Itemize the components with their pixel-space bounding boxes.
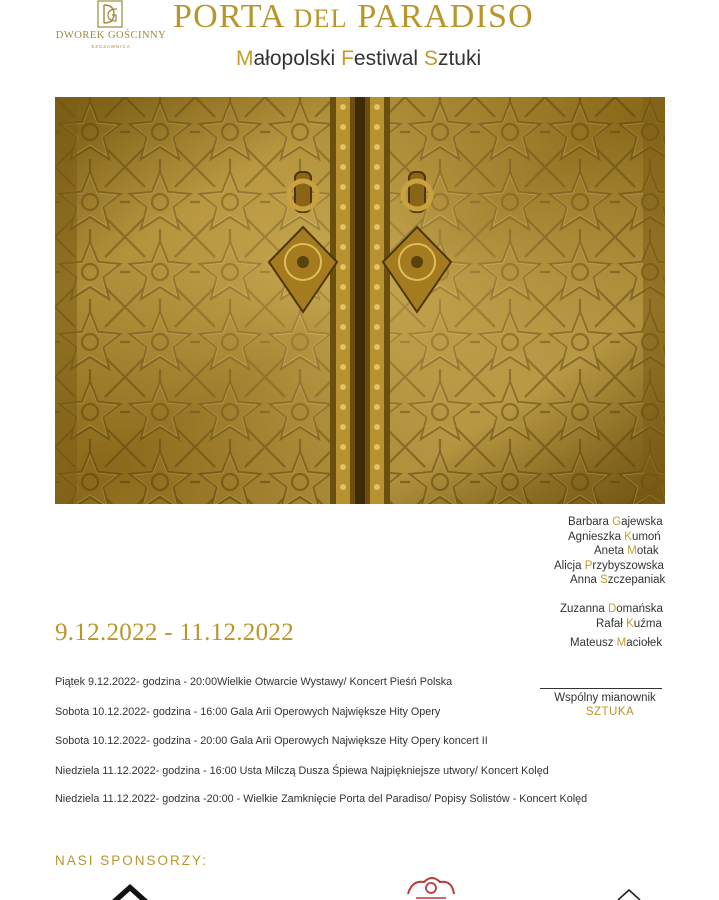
page-title (173, 0, 534, 36)
subtitle-rest: estiwal (353, 47, 424, 70)
sponsor-logo-roof-icon (616, 888, 642, 900)
sponsors-heading: NASI SPONSORZY: (55, 853, 209, 868)
subtitle-rest: ałopolski (253, 47, 342, 70)
sponsor-logo-red-icon (402, 874, 460, 900)
subtitle-cap: M (236, 47, 254, 70)
subtitle-cap: F (341, 47, 354, 70)
artist-list (540, 515, 680, 651)
divider-line (540, 688, 662, 689)
schedule-item: Piątek 9.12.2022- godzina - 20:00Wielkie Otwarcie Wystawy/ Koncert Pieśń Polska (55, 676, 453, 688)
sponsor-logo-arrow-icon (108, 884, 154, 900)
festival-dates: 9.12.2022 - 11.12.2022 (55, 619, 294, 646)
title-part-2: PARADISO (347, 0, 534, 35)
dg-monogram-icon (95, 0, 125, 28)
schedule-item: Niedziela 11.12.2022- godzina - 16:00 Usta Milczą Dusza Śpiewa Najpiękniejsze utwory/ Koncert Kolęd (55, 765, 549, 777)
artist-name: Aneta Motak (594, 545, 659, 558)
artist-name: Barbara Gajewska (568, 516, 663, 528)
theme-word: SZTUKA (585, 706, 635, 718)
golden-door-image (55, 97, 665, 504)
musician-name: Rafał Kuźma (596, 617, 662, 630)
logo-subtitle: SZCZAWNICA (91, 44, 131, 49)
artist-name: Agnieszka Kumoń (568, 530, 661, 543)
theme-label: Wspólny mianownik (554, 692, 656, 704)
schedule-item: Sobota 10.12.2022- godzina - 20:00 Gala Arii Operowych Największe Hity Opery koncert II (55, 735, 488, 747)
logo-name: DWOREK GOŚCINNY (55, 30, 167, 41)
schedule-item: Niedziela 11.12.2022- godzina -20:00 - Wielkie Zamknięcie Porta del Paradiso/ Popisy Solistów - Koncert Kolęd (55, 793, 588, 805)
musician-name: Zuzanna Domańska (560, 602, 663, 615)
festival-subtitle (236, 47, 481, 71)
extra-artist-name: Mateusz Maciołek (570, 637, 663, 650)
artist-name: Alicja Przybyszowska (554, 559, 664, 572)
subtitle-cap: S (423, 47, 438, 70)
subtitle-rest: ztuki (437, 47, 482, 70)
title-part-1: PORTA (173, 0, 294, 35)
artist-name: Anna Szczepaniak (570, 574, 666, 587)
schedule-item: Sobota 10.12.2022- godzina - 16:00 Gala Arii Operowych Największe Hity Opery (55, 706, 441, 718)
venue-logo (52, 0, 170, 52)
title-part-del: DEL (293, 4, 348, 33)
